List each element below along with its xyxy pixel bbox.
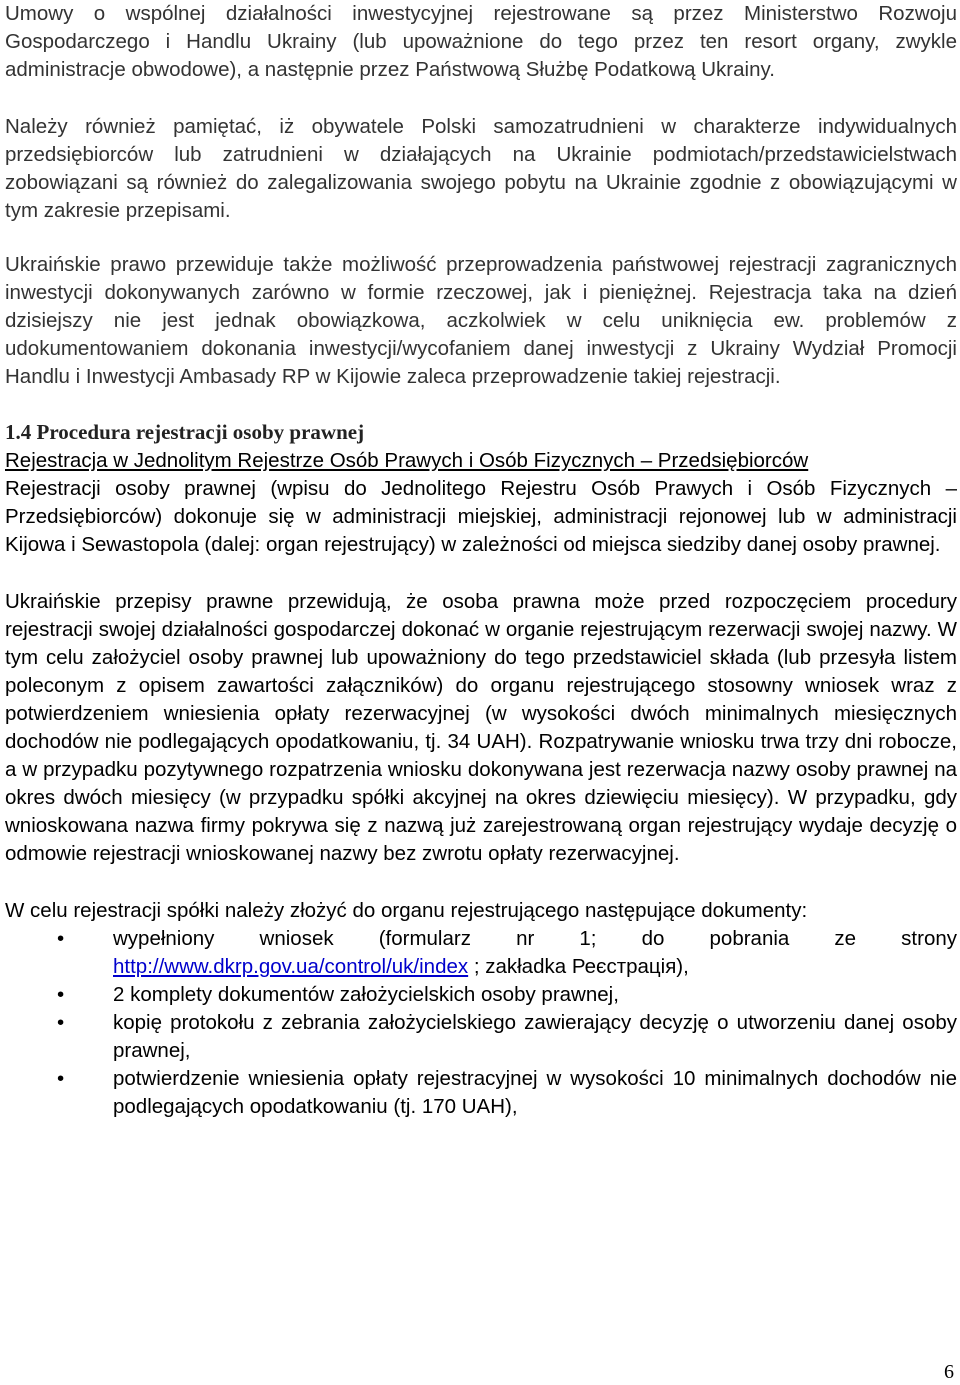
paragraph-residence-legalization: Należy również pamiętać, iż obywatele Polski samozatrudnieni w charakterze indywidualnych przedsiębiorców lub zatrudnieni w działających na Ukrainie podmiotach/przedstawicielstwach zobowiązani są również do zalegalizowania swojego pobytu na Ukrainie zgodnie z obowiązującymi w tym zakresie przepisami. xyxy=(5,115,957,222)
list-item xyxy=(5,1009,957,1065)
required-documents-list xyxy=(5,925,957,1121)
list-item-text: wypełniony wniosek (formularz nr 1; do pobrania ze strony xyxy=(113,927,957,950)
section-heading: 1.4 Procedura rejestracji osoby prawnej xyxy=(5,420,365,444)
bullet-icon: • xyxy=(57,1067,65,1090)
paragraph-required-documents-intro: W celu rejestracji spółki należy złożyć do organu rejestrującego następujące dokumenty: xyxy=(5,899,808,922)
list-item xyxy=(5,1065,957,1121)
bullet-icon: • xyxy=(57,927,65,950)
paragraph-name-reservation: Ukraińskie przepisy prawne przewidują, że osoba prawna może przed rozpoczęciem procedury rejestracji swojej działalności gospodarczej dokonać w organie rejestrującym rezerwacji swojej nazwy. W tym celu założyciel osoby prawnej lub upoważniony do tego przedstawiciel składa (lub przesyła listem poleconym z opisem zawartości załączników) do organu rejestrującego stosowny wniosek wraz z potwierdzeniem wniesienia opłaty rezerwacyjnej (w wysokości dwóch minimalnych miesięcznych dochodów nie podlegających opodatkowaniu, tj. 34 UAH). Rozpatrywanie wniosku trwa trzy dni robocze, a w przypadku pozytywnego rozpatrzenia wniosku dokonywana jest rezerwacja nazwy osoby prawnej na okres dwóch miesięcy (w przypadku spółki akcyjnej na okres dziewięciu miesięcy). W przypadku, gdy wnioskowana nazwa firmy pokrywa się z nazwą już zarejestrowaną organ rejestrujący wydaje decyzję o odmowie rejestracji wnioskowanej nazwy bez zwrotu opłaty rezerwacyjnej. xyxy=(5,590,957,865)
list-item xyxy=(5,981,957,1009)
bullet-icon: • xyxy=(57,983,65,1006)
paragraph-foreign-investment-registration: Ukraińskie prawo przewiduje także możliwość przeprowadzenia państwowej rejestracji zagranicznych inwestycji dokonywanych zarówno w formie rzeczowej, jak i pieniężnej. Rejestracja taka na dzień dzisiejszy nie jest jednak obowiązkowa, aczkolwiek w celu uniknięcia ew. problemów z udokumentowaniem dokonania inwestycji/wycofaniem danej inwestycji z Ukrainy Wydział Promocji Handlu i Inwestycji Ambasady RP w Kijowie zaleca przeprowadzenie takiej rejestracji. xyxy=(5,253,957,388)
paragraph-investment-agreements: Umowy o wspólnej działalności inwestycyjnej rejestrowane są przez Ministerstwo Rozwoju Gospodarczego i Handlu Ukrainy (lub upoważnione do tego przez ten resort organy, zwykle administracje obwodowe), a następnie przez Państwową Służbę Podatkową Ukrainy. xyxy=(5,2,957,81)
list-item xyxy=(5,925,957,981)
list-item-text: potwierdzenie wniesienia opłaty rejestracyjnej w wysokości 10 minimalnych dochodów nie podlegających opodatkowaniu (tj. 170 UAH), xyxy=(113,1067,957,1118)
list-item-text-suffix: ; zakładka Реєстрація), xyxy=(468,955,689,978)
registration-form-link[interactable]: http://www.dkrp.gov.ua/control/uk/index xyxy=(113,955,469,978)
paragraph-registration-authority: Rejestracji osoby prawnej (wpisu do Jednolitego Rejestru Osób Prawych i Osób Fizycznych – Przedsiębiorców) dokonuje się w administracji miejskiej, administracji rejonowej lub w administracji Kijowa i Sewastopola (dalej: organ rejestrujący) w zależności od miejsca siedziby danej osoby prawnej. xyxy=(5,477,957,556)
section-subheading: Rejestracja w Jednolitym Rejestrze Osób Prawych i Osób Fizycznych – Przedsiębiorców xyxy=(5,449,809,472)
bullet-icon: • xyxy=(57,1011,65,1034)
page-number: 6 xyxy=(944,1361,954,1383)
list-item-text: 2 komplety dokumentów założycielskich osoby prawnej, xyxy=(113,983,619,1006)
document-page xyxy=(5,0,957,1121)
list-item-text: kopię protokołu z zebrania założycielskiego zawierający decyzję o utworzeniu danej osoby prawnej, xyxy=(113,1011,957,1062)
